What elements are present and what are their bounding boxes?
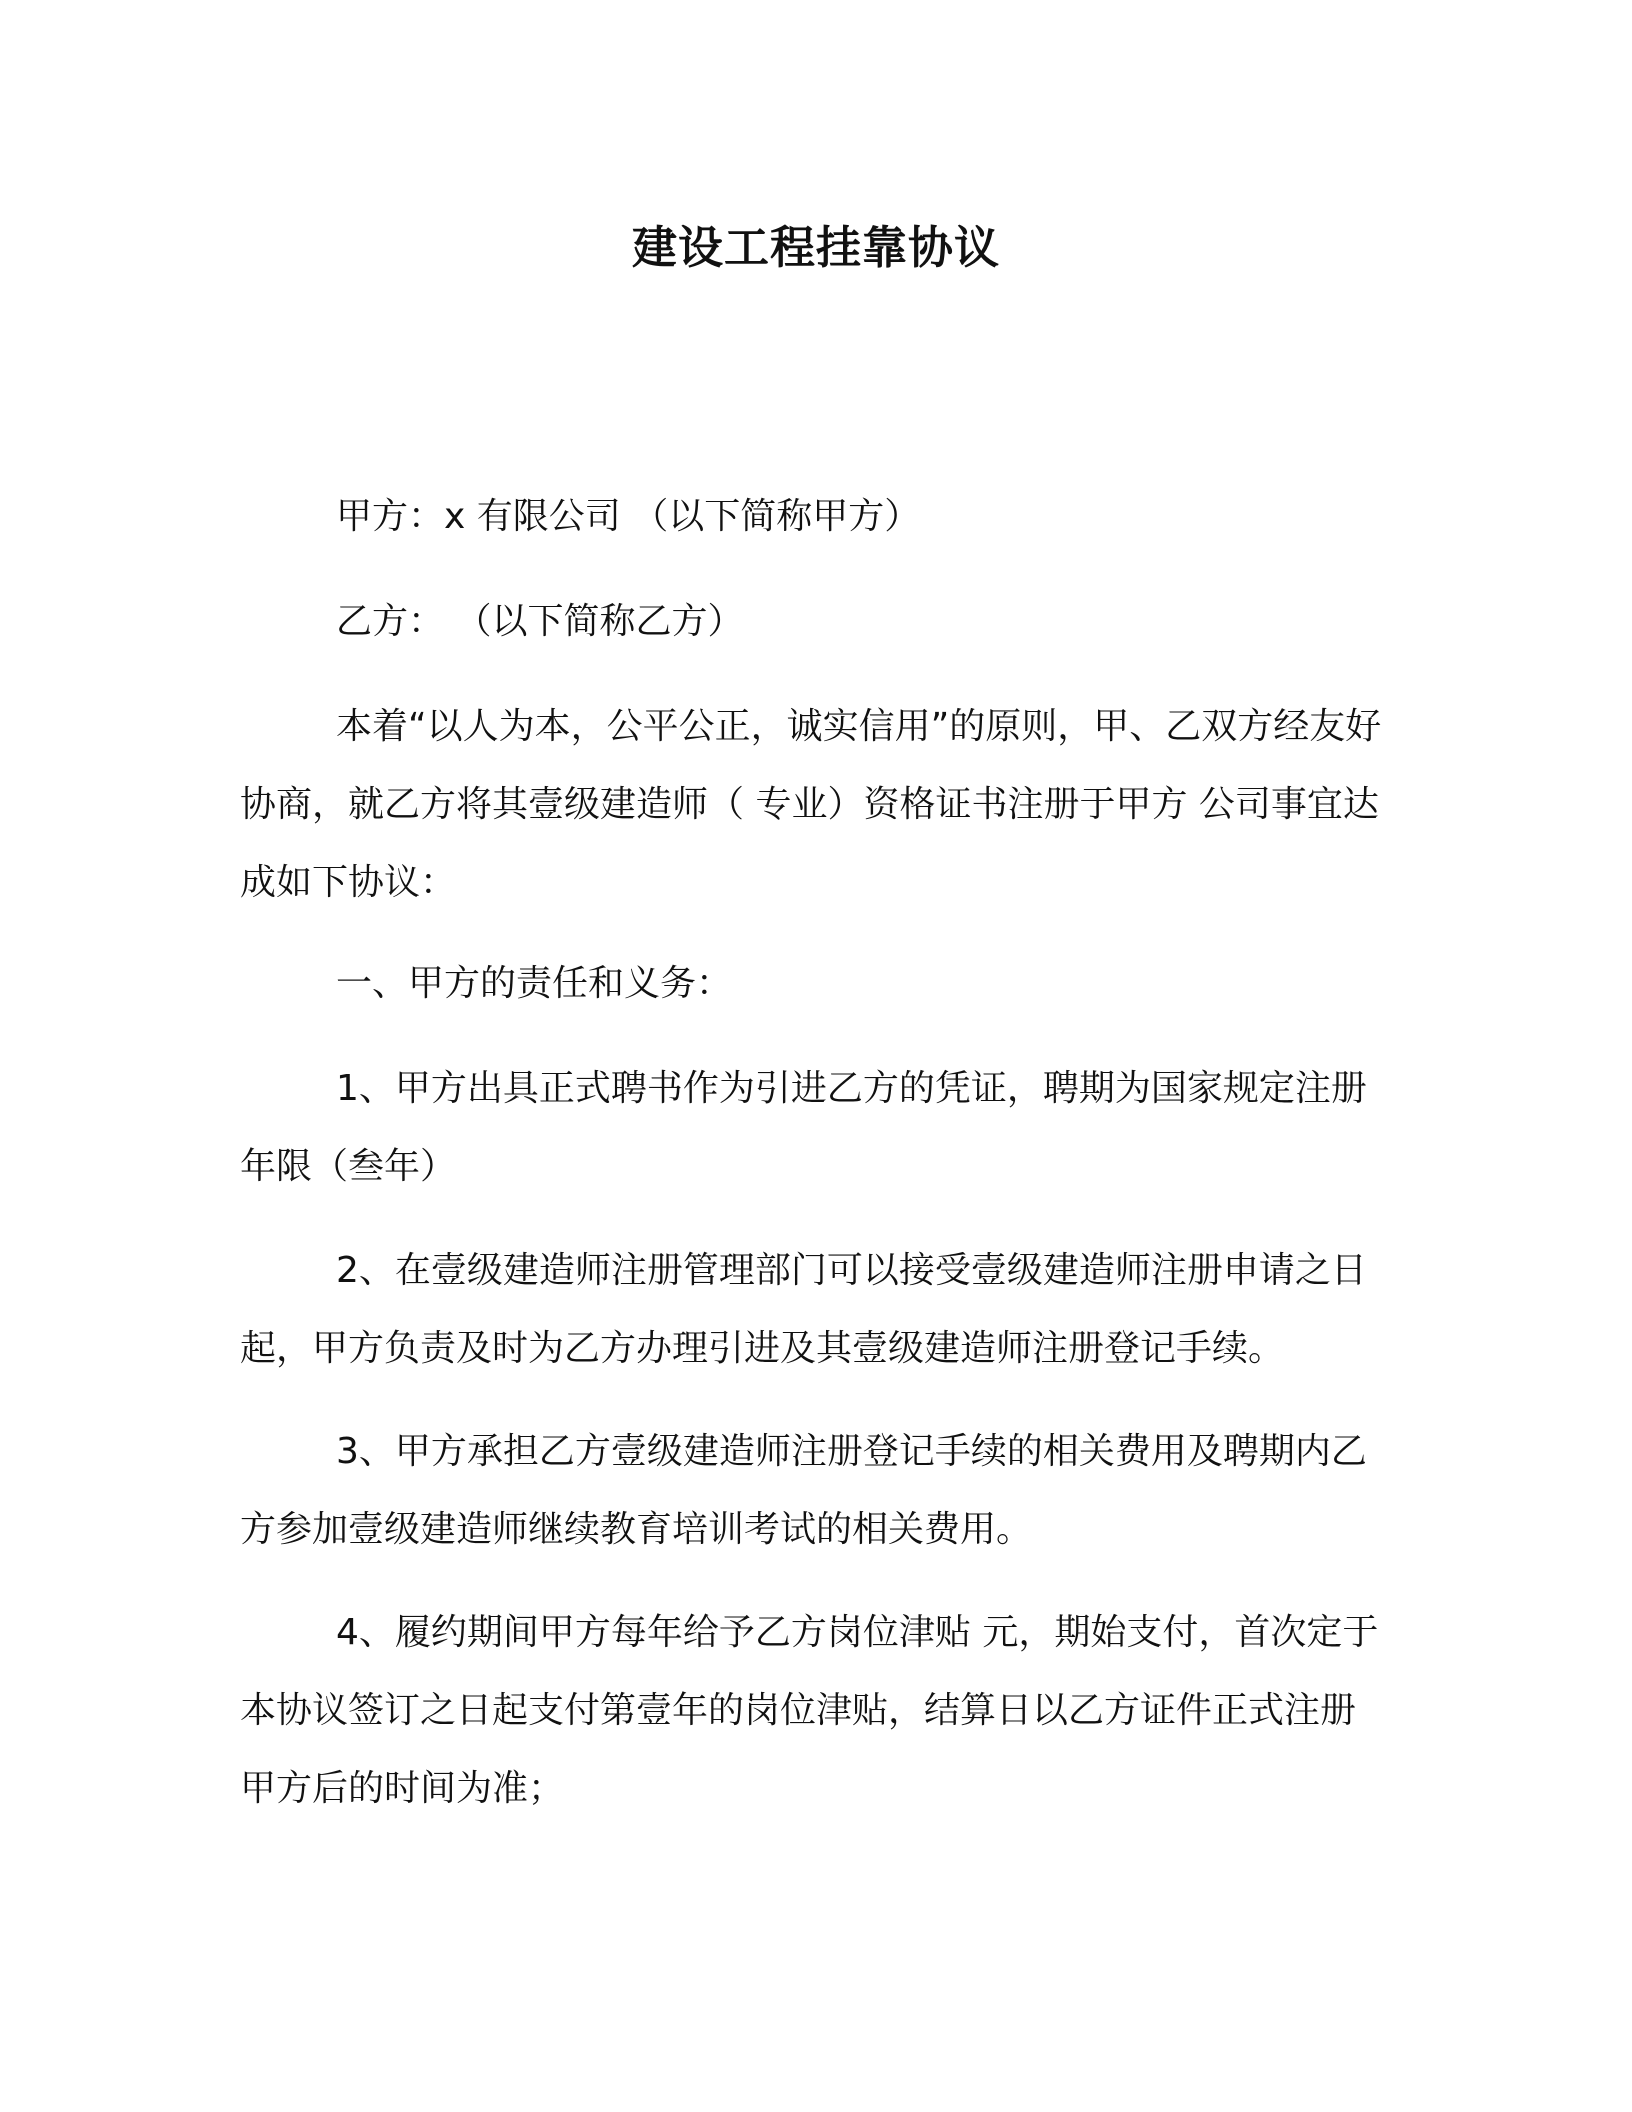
clause-4: 4、履约期间甲方每年给予乙方岗位津贴 元，期始支付，首次定于本协议签订之日起支付第壹年的岗位津贴，结算日以乙方证件正式注册甲方后的时间为准； xyxy=(240,1612,1379,1809)
preamble-paragraph: 本着“以人为本，公平公正，诚实信用”的原则，甲、乙双方经友好协商，就乙方将其壹级建造师（ 专业）资格证书注册于甲方 公司事宜达成如下协议： xyxy=(240,706,1382,903)
party-a-line: 甲方：x 有限公司 （以下简称甲方） xyxy=(336,496,921,537)
party-b-line: 乙方： （以下简称乙方） xyxy=(336,601,744,642)
clause-2: 2、在壹级建造师注册管理部门可以接受壹级建造师注册申请之日起，甲方负责及时为乙方办理引进及其壹级建造师注册登记手续。 xyxy=(240,1250,1367,1369)
clause-3: 3、甲方承担乙方壹级建造师注册登记手续的相关费用及聘期内乙方参加壹级建造师继续教育培训考试的相关费用。 xyxy=(240,1431,1367,1550)
document-title: 建设工程挂靠协议 xyxy=(631,221,1000,274)
clause-1: 1、甲方出具正式聘书作为引进乙方的凭证，聘期为国家规定注册年限（叁年） xyxy=(240,1068,1367,1187)
section-1-heading: 一、甲方的责任和义务： xyxy=(336,963,733,1004)
